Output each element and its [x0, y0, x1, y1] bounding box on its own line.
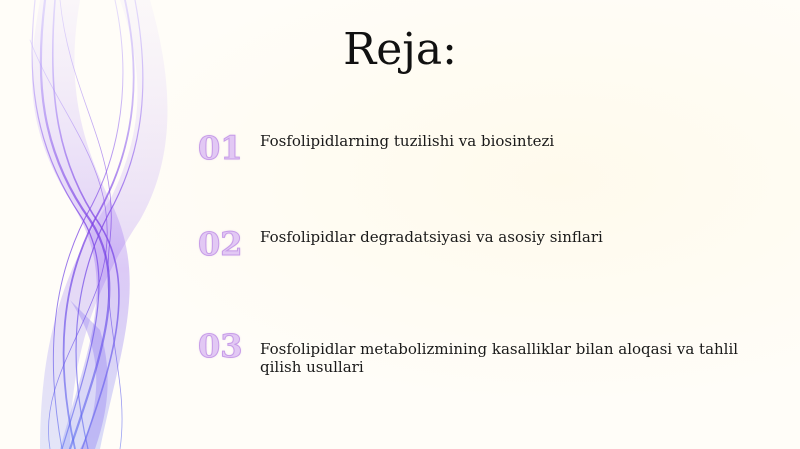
agenda-item-text: Fosfolipidlar metabolizmining kasalliklar bilan aloqasi va tahlil qilish usullari [260, 340, 739, 376]
agenda-item-number: 02 [198, 225, 243, 263]
decorative-ribbon [0, 0, 200, 449]
agenda-item-text: Fosfolipidlar degradatsiyasi va asosiy sinflari [260, 228, 603, 246]
agenda-item-number: 03 [198, 327, 243, 365]
agenda-item-text: Fosfolipidlarning tuzilishi va biosintezi [260, 132, 555, 150]
agenda-item-number: 01 [198, 129, 243, 167]
slide-title: Reja: [343, 24, 457, 75]
